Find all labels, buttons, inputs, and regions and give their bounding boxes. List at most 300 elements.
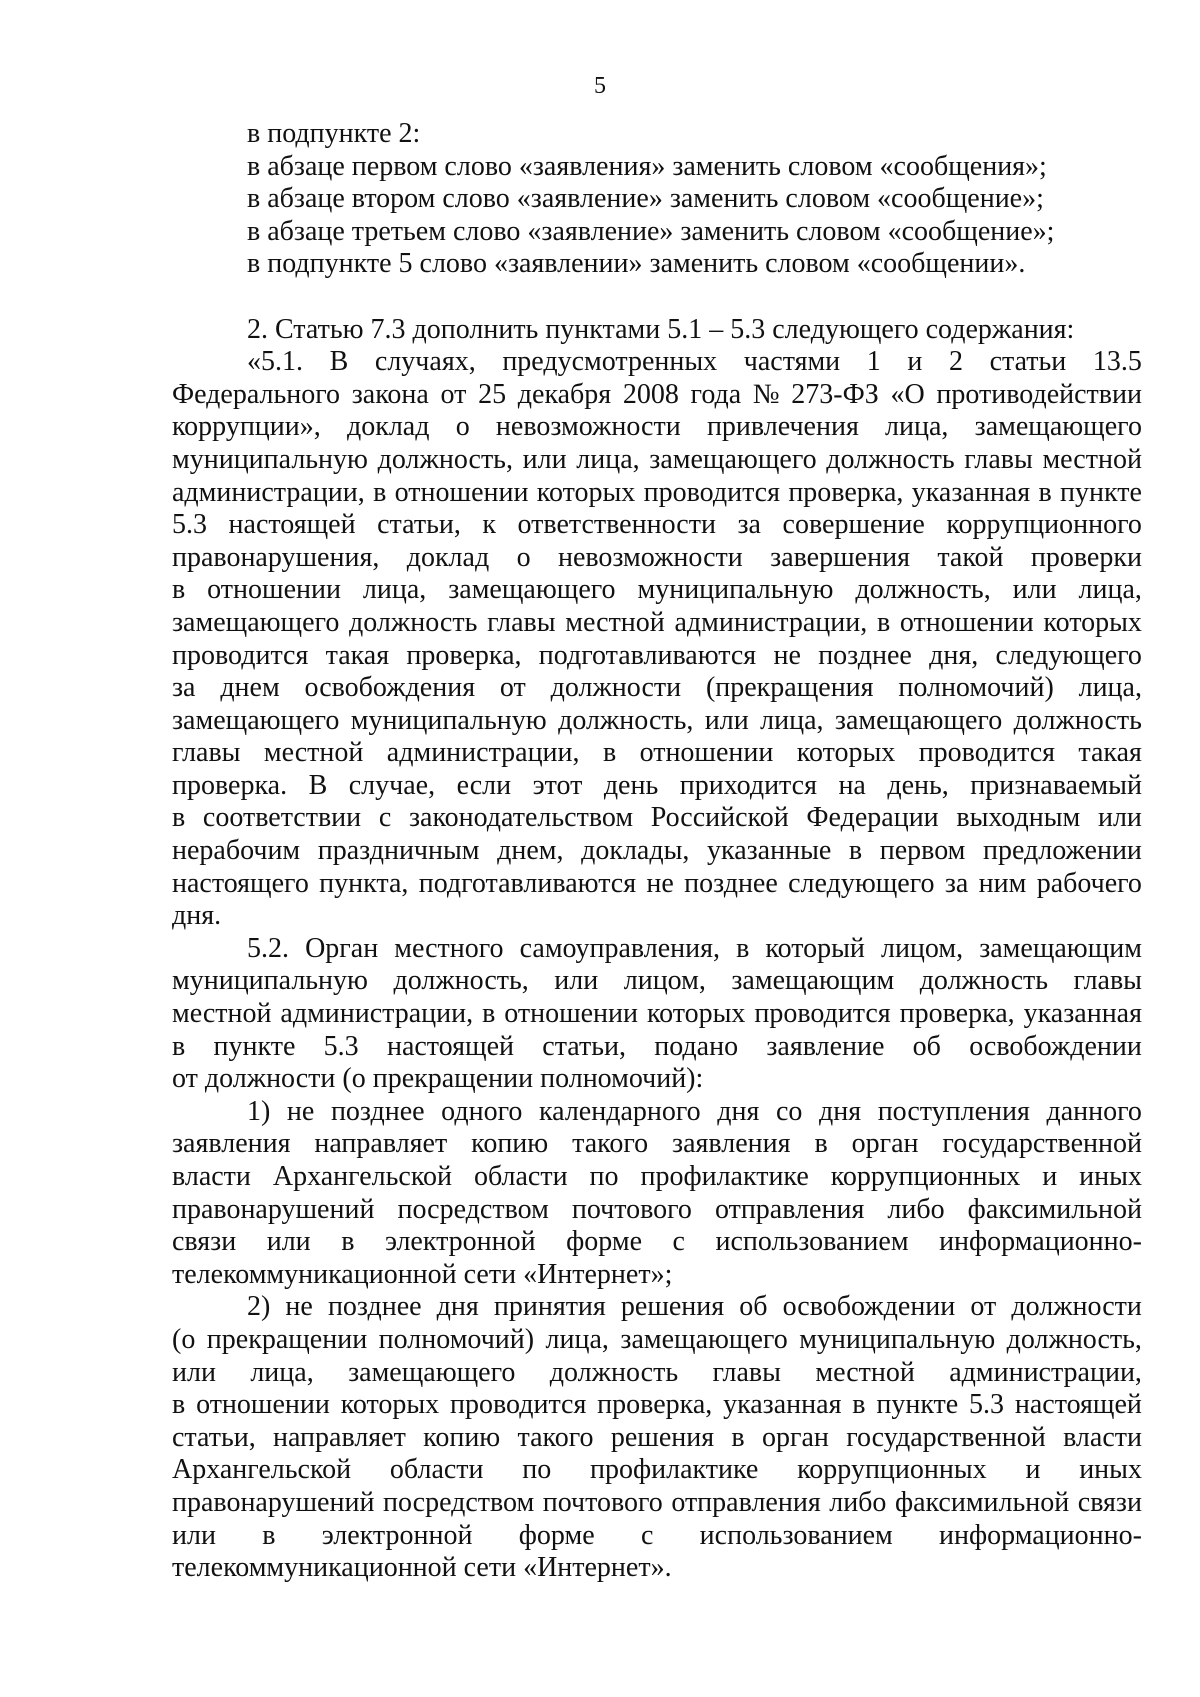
word: администрации,	[386, 737, 580, 769]
word: отношении	[207, 574, 341, 606]
word: замещающего	[348, 1356, 516, 1388]
word: освобождении	[969, 1030, 1142, 1062]
justified-line	[172, 477, 1142, 510]
word: такой	[937, 541, 1004, 573]
word: №	[752, 378, 780, 410]
justified-line	[172, 444, 1142, 477]
word: Орган	[305, 932, 379, 964]
word: в	[172, 802, 186, 834]
word: муниципальную	[350, 704, 547, 736]
word: дня	[436, 1291, 479, 1323]
word: замещающего	[834, 704, 1003, 736]
word: замещающим	[979, 932, 1142, 964]
word: администрации,	[280, 998, 474, 1030]
word: на	[838, 769, 866, 801]
word: 2008	[622, 378, 679, 410]
word: орган	[851, 1128, 919, 1160]
word: нерабочим	[172, 835, 301, 867]
word: если	[456, 769, 512, 801]
word: главы	[1073, 965, 1142, 997]
word: принятия	[493, 1291, 606, 1323]
justified-line	[172, 1357, 1142, 1390]
word: привлечения	[706, 411, 859, 443]
word: 1)	[247, 1095, 271, 1127]
word: или	[704, 704, 749, 736]
word: в	[172, 1389, 186, 1421]
word: направляет	[314, 1128, 448, 1160]
word: лица,	[362, 574, 427, 606]
justified-line	[172, 705, 1142, 738]
paragraph-last-line: телекоммуникационной сети «Интернет»;	[172, 1258, 673, 1290]
word: должность	[919, 965, 1048, 997]
word: В	[329, 346, 349, 378]
word: одного	[441, 1095, 523, 1127]
word: которых	[340, 1389, 440, 1421]
word: в	[736, 932, 750, 964]
word: освобождения	[304, 672, 476, 704]
word: по	[589, 1161, 619, 1192]
word: информационно-	[939, 1519, 1142, 1551]
word: власти	[1063, 1421, 1142, 1453]
word: лица,	[545, 1323, 609, 1355]
word: в	[814, 1128, 828, 1160]
word: замещающего	[448, 574, 616, 606]
word: следующего	[995, 639, 1142, 671]
word: ним	[978, 867, 1027, 899]
word: с	[640, 1519, 654, 1551]
word: (прекращения	[705, 672, 874, 704]
word: почтового	[571, 1193, 692, 1225]
word: от	[499, 672, 526, 704]
justified-line	[172, 1096, 1142, 1129]
word: связи	[1077, 1486, 1142, 1518]
word: года	[690, 378, 742, 410]
word: 13.5	[1092, 346, 1142, 378]
word: должность	[1013, 704, 1142, 736]
justified-line	[172, 1454, 1142, 1487]
word: лицом,	[623, 965, 706, 997]
word: календарного	[538, 1095, 701, 1127]
word: и	[1025, 1454, 1041, 1486]
justified-line	[172, 1031, 1142, 1064]
justified-line	[172, 868, 1142, 901]
word: в	[1038, 476, 1052, 508]
word: Российской	[650, 802, 789, 834]
justified-line	[172, 1226, 1142, 1259]
word: главы	[964, 443, 1033, 475]
paragraph-last-line: от должности (о прекращении полномочий):	[172, 1063, 704, 1095]
justified-line	[172, 933, 1142, 966]
word: день,	[887, 769, 949, 801]
word: «5.1.	[247, 346, 303, 378]
word: электронной	[384, 1226, 536, 1258]
justified-line	[172, 672, 1142, 705]
word: иных	[1079, 1161, 1142, 1192]
word: настоящей	[1014, 1389, 1142, 1421]
amendment-line: в абзаце третьем слово «заявление» заменить словом «сообщение»;	[247, 215, 1055, 247]
word: от	[970, 1291, 997, 1323]
word: не	[773, 639, 801, 671]
word: использованием	[715, 1226, 909, 1258]
word: 5.3	[323, 1030, 359, 1062]
word: 2)	[247, 1291, 271, 1323]
word: должности	[550, 672, 682, 704]
justified-line	[172, 574, 1142, 607]
word: пункте	[876, 1389, 959, 1421]
word: в	[373, 476, 387, 508]
word: такая	[1078, 737, 1142, 769]
word: настоящего	[172, 867, 309, 899]
word: направляет	[273, 1421, 406, 1453]
word: или	[1012, 574, 1057, 606]
word: в	[852, 1389, 866, 1421]
document-body	[172, 118, 1142, 1585]
word: в	[172, 574, 186, 606]
word: Федерального	[172, 378, 341, 410]
word: копию	[423, 1421, 501, 1453]
word: ответственности	[517, 509, 716, 541]
word: лица,	[1078, 672, 1142, 704]
word: «О	[890, 378, 925, 410]
word: проводится	[643, 476, 780, 508]
page-number: 5	[594, 73, 606, 99]
word: случаях,	[374, 346, 476, 378]
word: Архангельской	[272, 1161, 453, 1192]
word: освобождении	[782, 1291, 956, 1323]
word: от	[440, 378, 467, 410]
word: отправления	[671, 1486, 821, 1518]
word: власти	[172, 1161, 251, 1192]
word: с	[378, 802, 392, 834]
word: лица,	[576, 443, 640, 475]
word: позднее	[327, 1291, 422, 1323]
word: невозможности	[495, 411, 681, 443]
word: с	[672, 1226, 685, 1258]
word: или	[172, 1356, 216, 1388]
word: В	[308, 769, 328, 801]
word: позднее	[330, 1095, 425, 1127]
word: предложении	[982, 835, 1142, 867]
word: правонарушений	[172, 1193, 375, 1225]
word: рабочего	[1036, 867, 1142, 899]
word: указанные	[707, 835, 832, 867]
word: статьи,	[542, 1030, 626, 1062]
word: факсимильной	[967, 1193, 1142, 1225]
word: проверки	[1030, 541, 1142, 573]
word: или	[172, 1519, 216, 1551]
word: об	[739, 1291, 768, 1323]
word: в	[876, 606, 891, 638]
word: проверка,	[899, 998, 1015, 1030]
justified-line	[172, 998, 1142, 1031]
word: главы	[712, 1356, 781, 1388]
word: администрации,	[949, 1356, 1142, 1388]
word: заявление	[766, 1030, 885, 1062]
word: в	[731, 1421, 745, 1453]
word: местной	[1042, 443, 1142, 475]
word: проверка,	[597, 1389, 713, 1421]
word: совершение	[782, 509, 925, 541]
justified-line	[172, 411, 1142, 444]
word: отношении	[639, 737, 774, 769]
word: статьи,	[172, 1421, 256, 1453]
word: либо	[887, 1193, 945, 1225]
word: государственной	[846, 1421, 1046, 1453]
word: проводится	[918, 737, 1056, 769]
word: 5.3	[969, 1389, 1005, 1421]
justified-line	[172, 1128, 1142, 1161]
word: проводится	[450, 1389, 587, 1421]
word: за	[944, 867, 969, 899]
word: завершения	[770, 541, 910, 573]
paragraph-gap	[172, 281, 1142, 314]
word: муниципальную	[637, 574, 834, 606]
word: первом	[879, 835, 966, 867]
word: местной	[815, 1356, 915, 1388]
word: отношении	[899, 606, 1034, 638]
word: замещающего	[974, 411, 1142, 443]
word: об	[912, 1030, 941, 1062]
word: в	[262, 1519, 276, 1551]
word: настоящей	[228, 509, 356, 541]
word: муниципальную	[799, 1323, 996, 1355]
word: местной	[263, 737, 364, 769]
word: информационно-	[939, 1226, 1142, 1258]
paragraph-last-line: дня.	[172, 900, 222, 932]
word: указанная	[723, 1389, 842, 1421]
word: выходным	[956, 802, 1081, 834]
word: полномочий)	[378, 1323, 535, 1355]
word: коррупционных	[797, 1454, 987, 1486]
word: орган	[761, 1421, 829, 1453]
word: пункте	[1060, 476, 1142, 508]
word: подано	[654, 1030, 739, 1062]
word: муниципальную	[172, 443, 368, 475]
word: муниципальную	[172, 965, 368, 997]
word: пункта,	[319, 867, 409, 899]
word: замещающего	[620, 1323, 788, 1355]
word: должность	[349, 606, 478, 638]
word: главы	[172, 737, 241, 769]
word: в	[172, 1030, 186, 1062]
amendment-line: в подпункте 5 слово «заявлении» заменить словом «сообщении».	[247, 248, 1026, 280]
word: законодательством	[408, 802, 634, 834]
word: в	[341, 1226, 355, 1258]
word: заявления	[672, 1128, 791, 1160]
word: такая	[325, 639, 390, 671]
article-heading: 2. Статью 7.3 дополнить пунктами 5.1 – 5.3 следующего содержания:	[247, 313, 1075, 345]
word: в	[602, 737, 617, 769]
word: правонарушения,	[172, 541, 380, 573]
word: доклады,	[581, 835, 690, 867]
word: которых	[646, 998, 746, 1030]
word: или	[522, 443, 567, 475]
word: должность,	[1006, 1323, 1142, 1355]
word: коррупционного	[946, 509, 1142, 541]
word: почтового	[542, 1486, 663, 1518]
word: копию	[471, 1128, 549, 1160]
word: должность,	[855, 574, 991, 606]
word: должности	[1011, 1291, 1142, 1323]
word: случае,	[348, 769, 436, 801]
justified-line	[172, 1324, 1142, 1357]
word: закона	[351, 378, 429, 410]
justified-line	[172, 1161, 1142, 1194]
word: днем	[220, 672, 280, 704]
word: которых	[1043, 606, 1142, 638]
word: по	[522, 1454, 552, 1486]
word: коррупции»,	[172, 411, 321, 443]
word: должность	[826, 443, 955, 475]
word: проводится	[754, 998, 891, 1030]
word: государственной	[942, 1128, 1142, 1160]
word: дня,	[929, 639, 979, 671]
justified-line	[172, 607, 1142, 640]
word: статьи,	[377, 509, 461, 541]
word: или	[554, 965, 599, 997]
word: не	[646, 867, 674, 899]
word: лица,	[885, 411, 949, 443]
word: соответствии	[202, 802, 362, 834]
word: за	[737, 509, 761, 541]
word: доклад	[406, 541, 490, 573]
amendment-line: в абзаце втором слово «заявление» заменить словом «сообщение»;	[247, 183, 1044, 215]
word: области	[473, 1161, 568, 1192]
word: или	[266, 1226, 311, 1258]
word: дня	[717, 1095, 760, 1127]
word: день	[603, 769, 659, 801]
word: профилактике	[590, 1454, 759, 1486]
word: администрации,	[674, 606, 868, 638]
justified-line	[172, 770, 1142, 803]
word: со	[775, 1095, 803, 1127]
word: проверка,	[406, 639, 522, 671]
word: указанная	[1023, 998, 1142, 1030]
word: 25	[478, 378, 507, 410]
justified-line	[172, 509, 1142, 542]
word: признаваемый	[970, 769, 1142, 801]
word: 5.2.	[247, 932, 289, 964]
word: правонарушений	[172, 1486, 375, 1518]
word: лица,	[250, 1356, 314, 1388]
justified-line	[172, 1291, 1142, 1324]
word: посредством	[382, 1486, 535, 1518]
word: лицом,	[880, 932, 964, 964]
word: предусмотренных	[502, 346, 718, 378]
word: профилактике	[640, 1161, 809, 1192]
word: не	[285, 1291, 313, 1323]
word: области	[389, 1454, 484, 1486]
justified-line	[172, 1487, 1142, 1520]
word: праздничным	[317, 835, 480, 867]
word: проверка.	[172, 769, 288, 801]
justified-line	[172, 737, 1142, 770]
word: проводится	[172, 639, 309, 671]
word: должность,	[558, 704, 694, 736]
word: которых	[536, 476, 636, 508]
word: решения	[610, 1421, 715, 1453]
word: форме	[566, 1226, 643, 1258]
word: 2	[948, 346, 963, 378]
word: местной	[565, 606, 665, 638]
word: должность	[549, 1356, 679, 1388]
word: не	[286, 1095, 315, 1127]
word: такого	[572, 1128, 649, 1160]
word: подготавливаются	[538, 639, 757, 671]
word: отношении	[504, 998, 639, 1030]
word: к	[482, 509, 496, 541]
word: электронной	[321, 1519, 473, 1551]
word: Архангельской	[172, 1454, 352, 1486]
justified-line	[172, 1520, 1142, 1553]
word: коррупционных	[830, 1161, 1021, 1192]
justified-line	[172, 802, 1142, 835]
word: должность,	[377, 443, 513, 475]
word: самоуправления,	[519, 932, 721, 964]
word: отношении	[394, 476, 529, 508]
word: и	[907, 346, 923, 378]
word: который	[765, 932, 865, 964]
word: прекращении	[206, 1323, 368, 1355]
word: 5.3	[172, 509, 207, 541]
word: этот	[532, 769, 583, 801]
word: (о	[172, 1323, 196, 1355]
word: должность,	[393, 965, 529, 997]
word: 273-ФЗ	[791, 378, 879, 410]
word: указанная	[911, 476, 1031, 508]
word: приходится	[679, 769, 817, 801]
word: местного	[394, 932, 504, 964]
word: заявления	[172, 1128, 291, 1160]
word: и	[1042, 1161, 1058, 1192]
word: противодействии	[936, 378, 1142, 410]
word: отправления	[714, 1193, 865, 1225]
word: отношении	[196, 1389, 330, 1421]
word: замещающим	[731, 965, 895, 997]
word: частями	[743, 346, 841, 378]
amendment-line: в абзаце первом слово «заявления» заменить словом «сообщения»;	[247, 150, 1047, 182]
word: Федерации	[806, 802, 939, 834]
word: посредством	[397, 1193, 549, 1225]
word: днем,	[497, 835, 564, 867]
paragraph-last-line: телекоммуникационной сети «Интернет».	[172, 1552, 672, 1584]
word: декабря	[517, 378, 612, 410]
word: проверка,	[788, 476, 904, 508]
subpoint-intro: в подпункте 2:	[247, 118, 421, 149]
word: замещающего	[649, 443, 817, 475]
word: или	[1097, 802, 1142, 834]
word: использованием	[699, 1519, 893, 1551]
word: в	[848, 835, 863, 867]
word: позднее	[684, 867, 778, 899]
word: главы	[487, 606, 556, 638]
word: статьи	[989, 346, 1067, 378]
word: которых	[796, 737, 896, 769]
justified-line	[172, 542, 1142, 575]
word: невозможности	[557, 541, 743, 573]
word: форме	[518, 1519, 595, 1551]
word: лица,	[1078, 574, 1142, 606]
word: настоящей	[386, 1030, 514, 1062]
justified-line	[172, 1194, 1142, 1227]
justified-line	[172, 1389, 1142, 1422]
word: поступления	[877, 1095, 1030, 1127]
justified-line	[172, 379, 1142, 412]
word: решения	[620, 1291, 725, 1323]
word: следующего	[788, 867, 935, 899]
justified-line	[172, 346, 1142, 379]
word: замещающего	[172, 704, 340, 736]
